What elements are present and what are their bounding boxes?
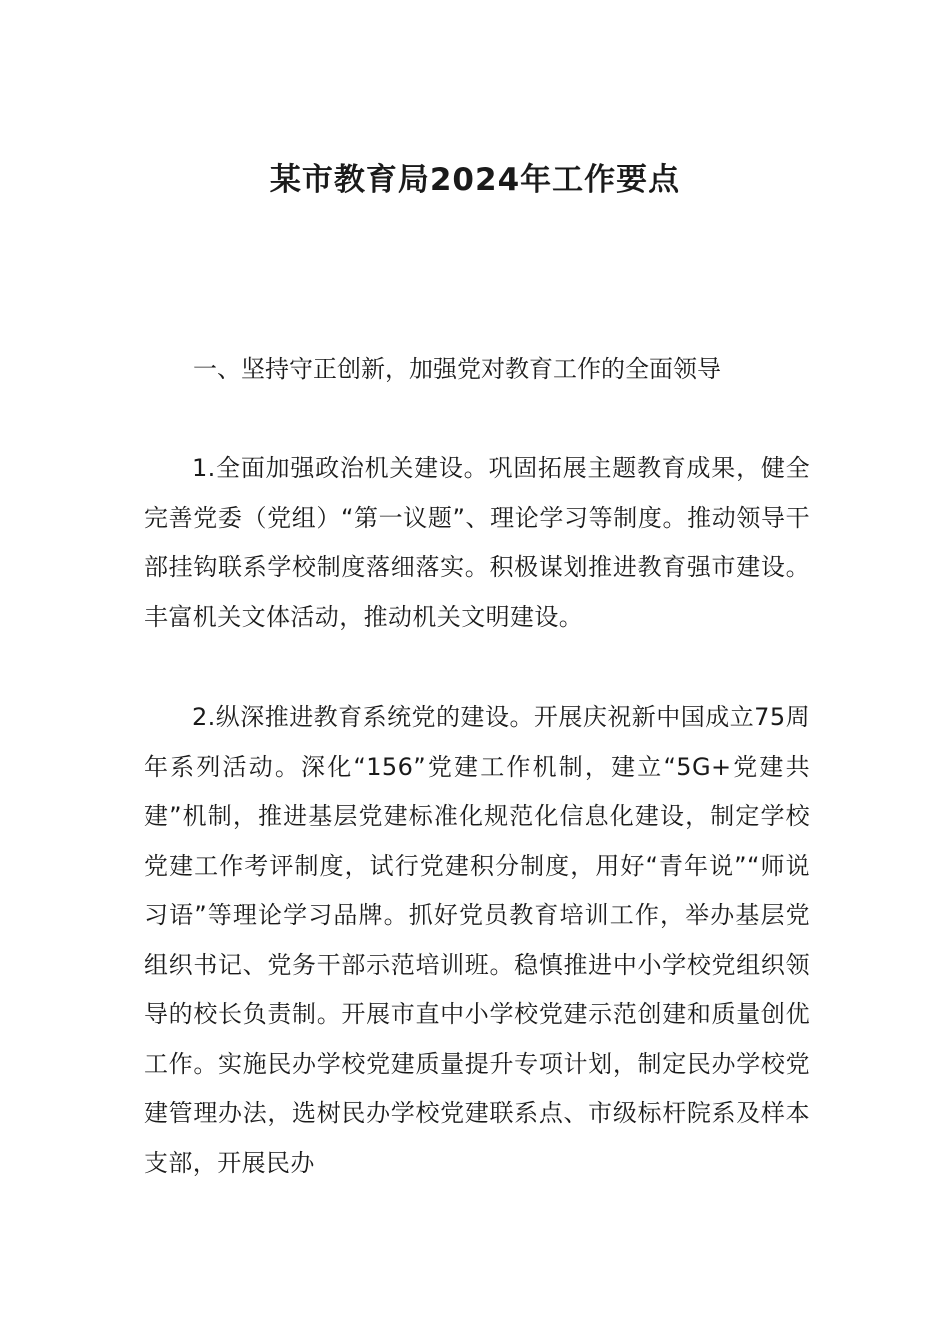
paragraph-2: 2.纵深推进教育系统党的建设。开展庆祝新中国成立75周年系列活动。深化“156”党建工作机制，建立“5G+党建共建”机制，推进基层党建标准化规范化信息化建设，制定学校党建工作考评制度，试行党建积分制度，用好“青年说”“师说习语”等理论学习品牌。抓好党员教育培训工作，举办基层党组织书记、党务干部示范培训班。稳慎推进中小学校党组织领导的校长负责制。开展市直中小学校党建示范创建和质量创优工作。实施民办学校党建质量提升专项计划，制定民办学校党建管理办法，选树民办学校党建联系点、市级标杆院系及样本支部，开展民办 bbox=[144, 703, 810, 1177]
section-heading: 一、坚持守正创新，加强党对教育工作的全面领导 bbox=[193, 355, 721, 383]
paragraph-1: 1.全面加强政治机关建设。巩固拓展主题教育成果，健全完善党委（党组）“第一议题”、理论学习等制度。推动领导干部挂钩联系学校制度落细落实。积极谋划推进教育强市建设。丰富机关文体活动，推动机关文明建设。 bbox=[144, 454, 810, 631]
document-title: 某市教育局2024年工作要点 bbox=[269, 162, 681, 198]
